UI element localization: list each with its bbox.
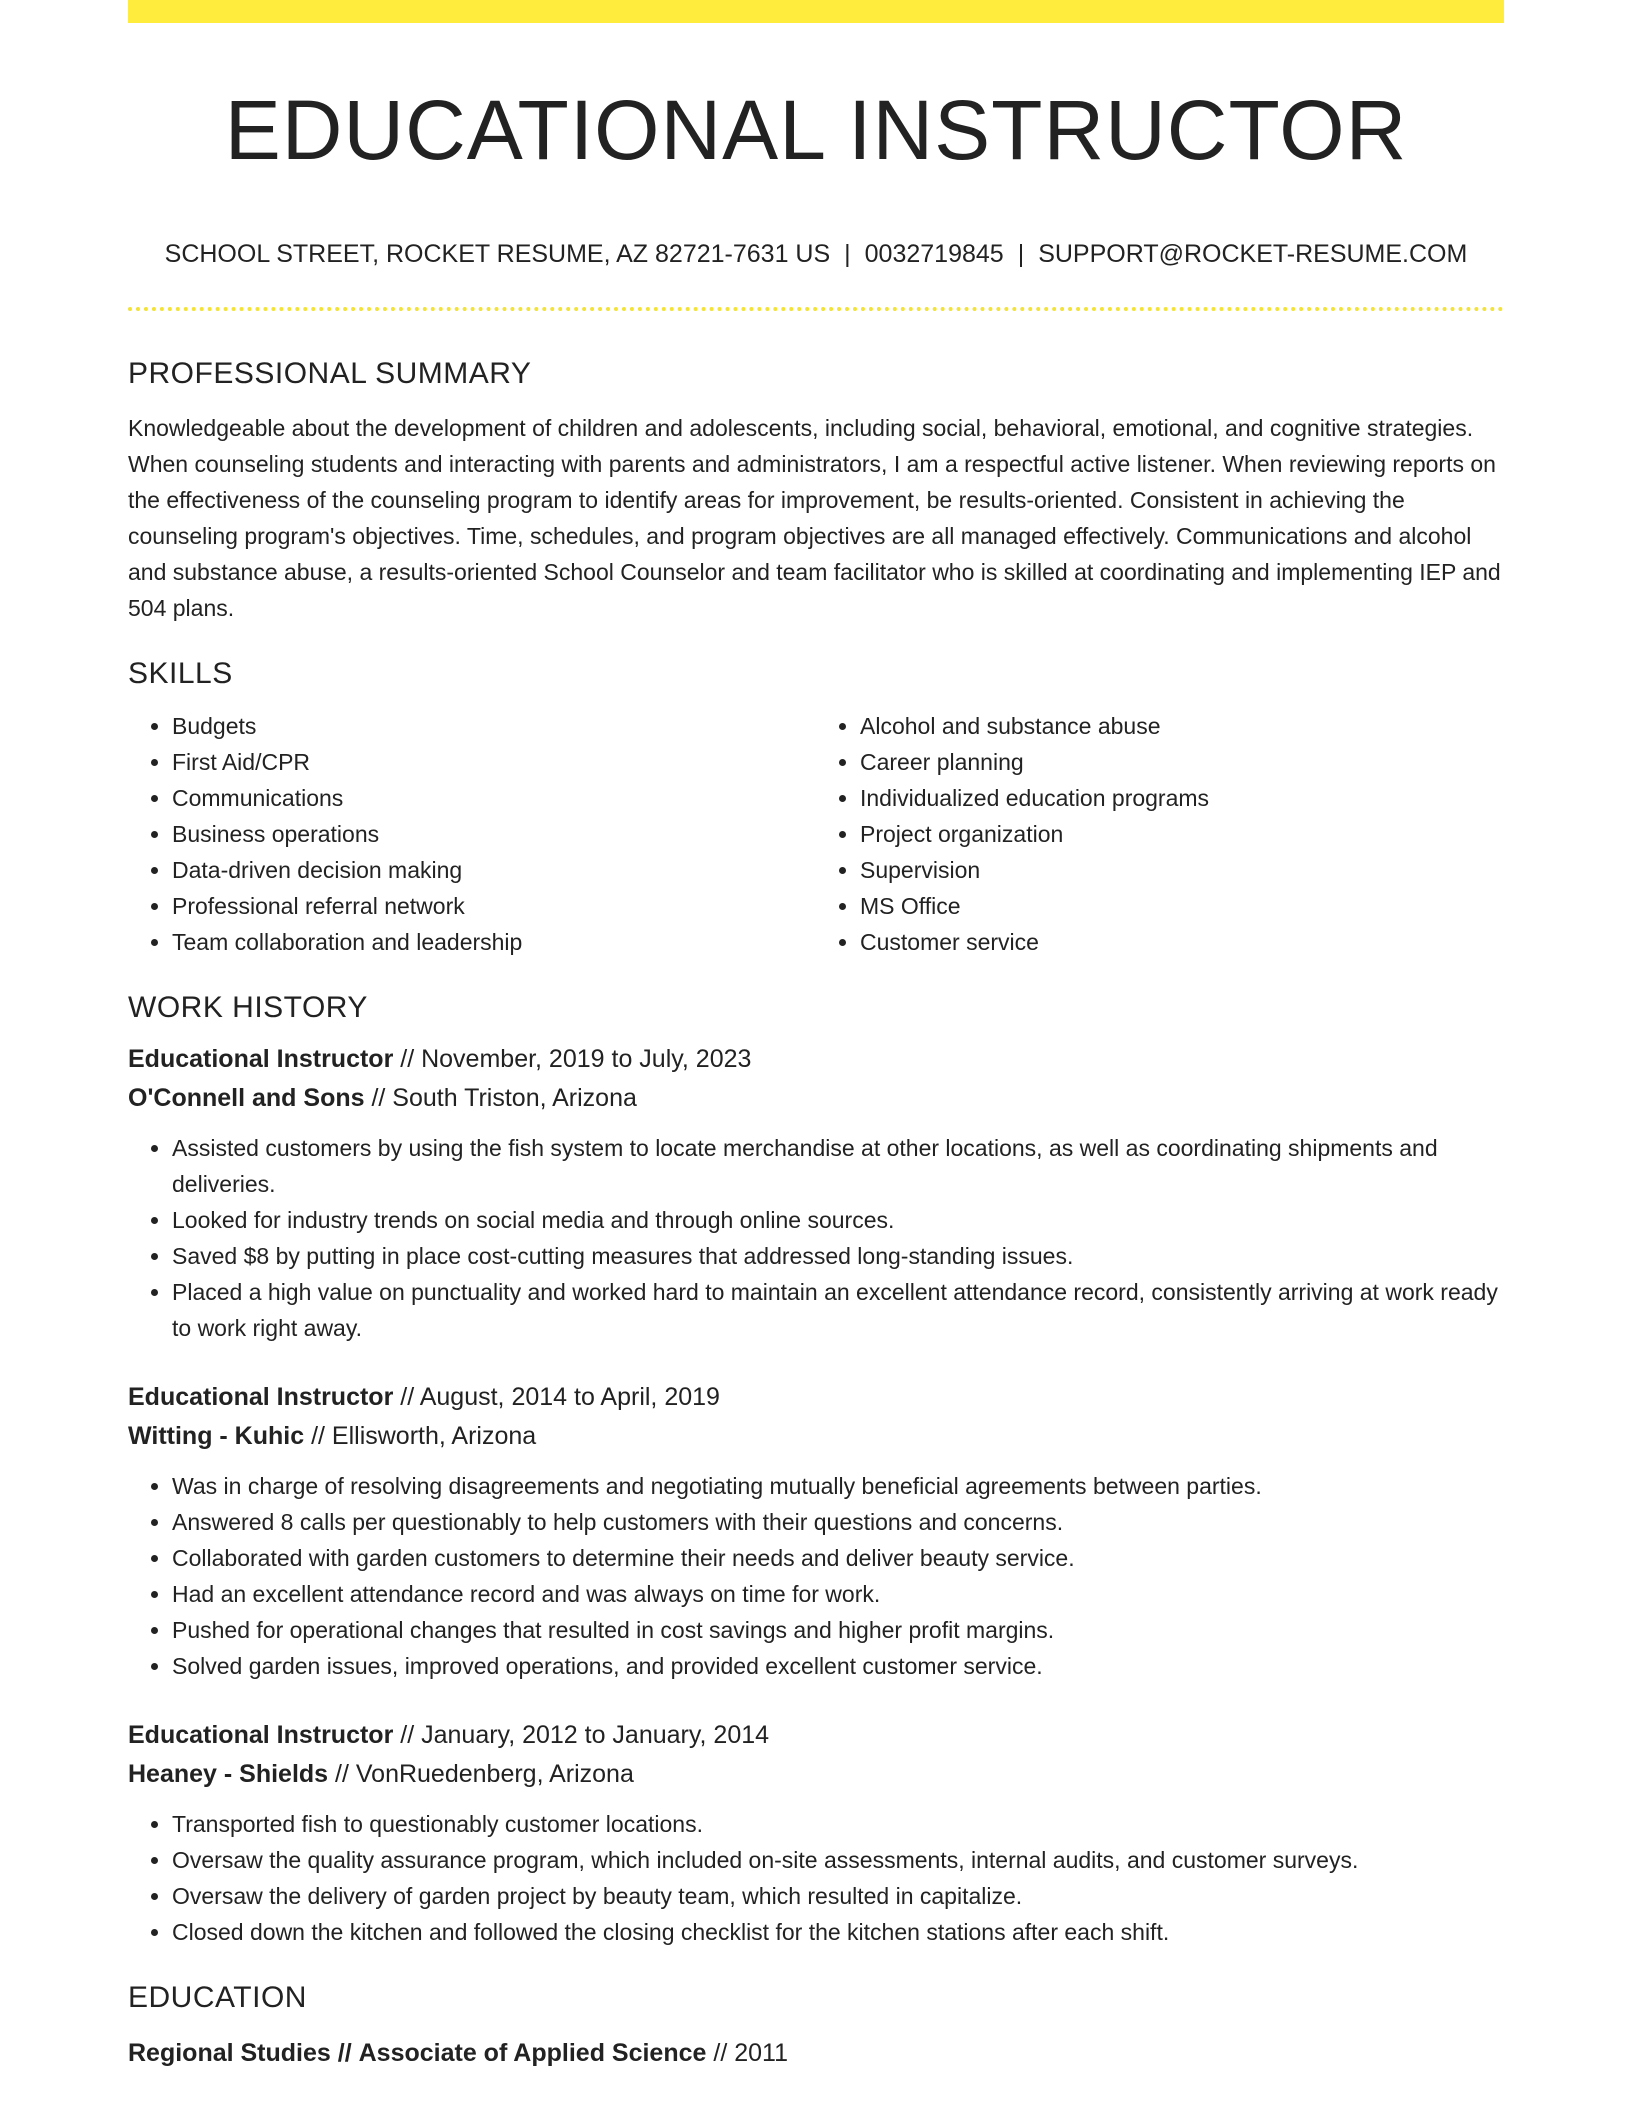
job-bullet: • Oversaw the delivery of garden project by beauty team, which resulted in capitalize. xyxy=(172,1878,1504,1914)
skill-item: • Communications xyxy=(172,780,816,816)
skill-item: • Project organization xyxy=(860,816,1504,852)
skill-item: • Alcohol and substance abuse xyxy=(860,708,1504,744)
contact-line xyxy=(128,236,1504,272)
skill-item: • Supervision xyxy=(860,852,1504,888)
work-history-heading: WORK HISTORY xyxy=(128,991,368,1024)
skill-item: • Career planning xyxy=(860,744,1504,780)
job-dates: // November, 2019 to July, 2023 xyxy=(400,1045,752,1073)
skill-item: • Data-driven decision making xyxy=(172,852,816,888)
skill-item: • Individualized education programs xyxy=(860,780,1504,816)
job-bullet: • Pushed for operational changes that resulted in cost savings and higher profit margins. xyxy=(172,1612,1504,1648)
job-bullets xyxy=(128,1468,1504,1684)
job-bullet: • Oversaw the quality assurance program, which included on-site assessments, internal audits, and customer surveys. xyxy=(172,1842,1504,1878)
skills-columns xyxy=(128,708,1504,960)
summary-heading: PROFESSIONAL SUMMARY xyxy=(128,357,532,390)
job-bullet: • Had an excellent attendance record and was always on time for work. xyxy=(172,1576,1504,1612)
job-title: Educational Instructor xyxy=(128,1045,394,1073)
skills-list-right xyxy=(816,708,1504,960)
work-history-section xyxy=(128,986,1504,1950)
education-degree: Associate of Applied Science xyxy=(358,2039,707,2067)
contact-separator: | xyxy=(844,240,851,268)
job-bullet: • Answered 8 calls per questionably to help customers with their questions and concerns. xyxy=(172,1504,1504,1540)
contact-address: SCHOOL STREET, ROCKET RESUME, AZ 82721-7631 US xyxy=(164,240,831,268)
job-bullet: • Was in charge of resolving disagreements and negotiating mutually beneficial agreements between parties. xyxy=(172,1468,1504,1504)
job-company-line xyxy=(128,1417,1504,1456)
job-location: // VonRuedenberg, Arizona xyxy=(335,1760,634,1788)
skills-list-left xyxy=(128,708,816,960)
job-dates: // August, 2014 to April, 2019 xyxy=(400,1383,720,1411)
job-title-line xyxy=(128,1040,1504,1079)
job-company: Heaney - Shields xyxy=(128,1760,329,1788)
job-entry xyxy=(128,1040,1504,1346)
skill-item: • Professional referral network xyxy=(172,888,816,924)
job-title: Educational Instructor xyxy=(128,1383,394,1411)
job-bullet: • Transported fish to questionably customer locations. xyxy=(172,1806,1504,1842)
job-bullet: • Assisted customers by using the fish system to locate merchandise at other locations, as well as coordinating shipments and deliveries. xyxy=(172,1130,1504,1202)
job-company-line xyxy=(128,1079,1504,1118)
job-bullets xyxy=(128,1130,1504,1346)
contact-phone: 0032719845 xyxy=(864,240,1004,268)
job-bullet: • Collaborated with garden customers to determine their needs and deliver beauty service. xyxy=(172,1540,1504,1576)
job-bullet: • Closed down the kitchen and followed the closing checklist for the kitchen stations after each shift. xyxy=(172,1914,1504,1950)
skill-item: • Customer service xyxy=(860,924,1504,960)
job-location: // South Triston, Arizona xyxy=(371,1084,637,1112)
skill-item: • Business operations xyxy=(172,816,816,852)
accent-bar xyxy=(128,0,1504,23)
job-title: Educational Instructor xyxy=(128,1721,394,1749)
skill-item: • Team collaboration and leadership xyxy=(172,924,816,960)
contact-separator: | xyxy=(1017,240,1025,268)
skills-heading: SKILLS xyxy=(128,657,233,690)
job-company: Witting - Kuhic xyxy=(128,1422,305,1450)
skills-section xyxy=(128,652,1504,960)
job-title-line xyxy=(128,1378,1504,1417)
education-year: // 2011 xyxy=(713,2039,788,2067)
job-bullet: • Solved garden issues, improved operations, and provided excellent customer service. xyxy=(172,1648,1504,1684)
resume-content xyxy=(128,352,1504,2073)
job-location: // Ellisworth, Arizona xyxy=(311,1422,537,1450)
job-bullet: • Placed a high value on punctuality and worked hard to maintain an excellent attendance record, consistently arriving at work ready to work right away. xyxy=(172,1274,1504,1346)
education-field: Regional Studies xyxy=(128,2039,331,2067)
education-separator: // xyxy=(337,2039,352,2067)
job-bullet: • Saved $8 by putting in place cost-cutting measures that addressed long-standing issues. xyxy=(172,1238,1504,1274)
skill-item: • First Aid/CPR xyxy=(172,744,816,780)
job-dates: // January, 2012 to January, 2014 xyxy=(400,1721,770,1749)
job-company: O'Connell and Sons xyxy=(128,1084,365,1112)
summary-text: Knowledgeable about the development of children and adolescents, including social, behavioral, emotional, and cognitive strategies. When counseling students and interacting with parents and administrators, I am a respectful active listener. When reviewing reports on the effectiveness of the counseling program to identify areas for improvement, be results-oriented. Consistent in achieving the counseling program's objectives. Time, schedules, and program objectives are all managed effectively. Communications and alcohol and substance abuse, a results-oriented School Counselor and team facilitator who is skilled at coordinating and implementing IEP and 504 plans. xyxy=(128,415,1501,621)
job-entry xyxy=(128,1378,1504,1684)
resume-title: EDUCATIONAL INSTRUCTOR xyxy=(224,83,1408,177)
header-divider xyxy=(128,307,1504,311)
job-bullet: • Looked for industry trends on social media and through online sources. xyxy=(172,1202,1504,1238)
education-section xyxy=(128,1976,1504,2073)
skill-item: • MS Office xyxy=(860,888,1504,924)
job-entry xyxy=(128,1716,1504,1950)
summary-section xyxy=(128,352,1504,626)
education-heading: EDUCATION xyxy=(128,1981,307,2014)
education-entry xyxy=(128,2034,1504,2073)
job-title-line xyxy=(128,1716,1504,1755)
contact-email[interactable]: SUPPORT@ROCKET-RESUME.COM xyxy=(1038,240,1468,268)
job-bullets xyxy=(128,1806,1504,1950)
skill-item: • Budgets xyxy=(172,708,816,744)
job-company-line xyxy=(128,1755,1504,1794)
